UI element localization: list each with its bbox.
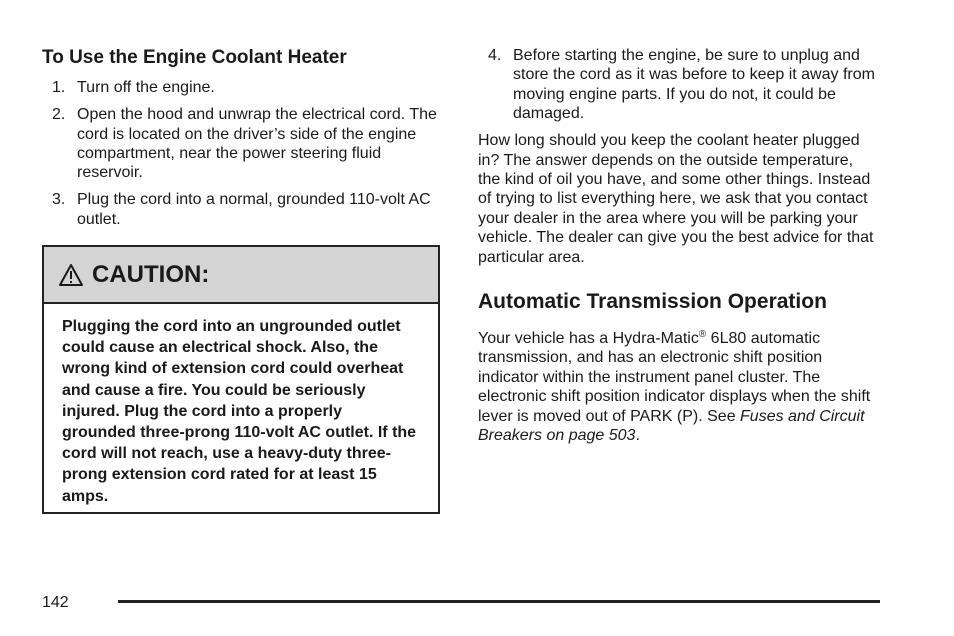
- caution-box: [42, 245, 440, 514]
- step-text: Open the hood and unwrap the electrical cord. The cord is located on the driver’s side of the engine compartment, near the power steering fluid reservoir.: [77, 106, 437, 182]
- step-number: 4.: [488, 47, 502, 64]
- coolant-heater-steps: [42, 78, 444, 229]
- step-text: Turn off the engine.: [77, 79, 215, 96]
- paragraph-text: Your vehicle has a Hydra-Matic: [478, 330, 699, 348]
- step-number: 1.: [52, 79, 66, 96]
- step-number: 3.: [52, 191, 66, 209]
- caution-text: Plugging the cord into an ungrounded outlet could cause an electrical shock. Also, the wrong kind of extension cord could overheat and cause a fire. You could be seriously injured. Plug the cord into a properly grounded three-prong 110-volt AC outlet. If the cord will not reach, use a heavy-duty three-prong extension cord rated for at least 15 amps.: [62, 318, 417, 505]
- caution-header: [44, 247, 438, 304]
- paragraph-text: 6L80 automatic transmission, and has an electronic shift position indicator within the instrument panel cluster. The electronic shift position indicator displays when the shift lever is moved out of PARK (P). See: [478, 330, 871, 425]
- footer-divider: [118, 600, 880, 603]
- list-item: [42, 78, 444, 97]
- list-item: [42, 105, 444, 182]
- list-item: [478, 46, 878, 123]
- right-column: [478, 46, 878, 445]
- paragraph-text: .: [635, 427, 640, 445]
- list-item: [42, 190, 444, 229]
- page-number: 142: [42, 594, 69, 611]
- registered-mark: ®: [698, 329, 707, 341]
- step-text: Plug the cord into a normal, grounded 110-volt AC outlet.: [77, 191, 431, 228]
- caution-title: CAUTION:: [92, 260, 210, 288]
- section-heading: Automatic Transmission Operation: [478, 290, 827, 314]
- transmission-paragraph: [478, 325, 878, 445]
- coolant-heater-steps-continued: [478, 46, 878, 123]
- coolant-heater-paragraph: How long should you keep the coolant heater plugged in? The answer depends on the outside temperature, the kind of oil you have, and some other things. Instead of trying to list everything here, we ask that you contact your dealer in the area where you will be parking your vehicle. The dealer can give you the best advice for that particular area.: [478, 132, 874, 266]
- cross-reference-link[interactable]: Fuses and Circuit Breakers on page 503: [478, 407, 865, 445]
- coolant-heater-heading: To Use the Engine Coolant Heater: [42, 47, 347, 68]
- step-number: 2.: [52, 106, 66, 124]
- step-text: Before starting the engine, be sure to unplug and store the cord as it was before to keep it away from moving engine parts. If you do not, it could be damaged.: [513, 47, 875, 122]
- left-column: [42, 46, 444, 237]
- warning-triangle-icon: [58, 263, 84, 287]
